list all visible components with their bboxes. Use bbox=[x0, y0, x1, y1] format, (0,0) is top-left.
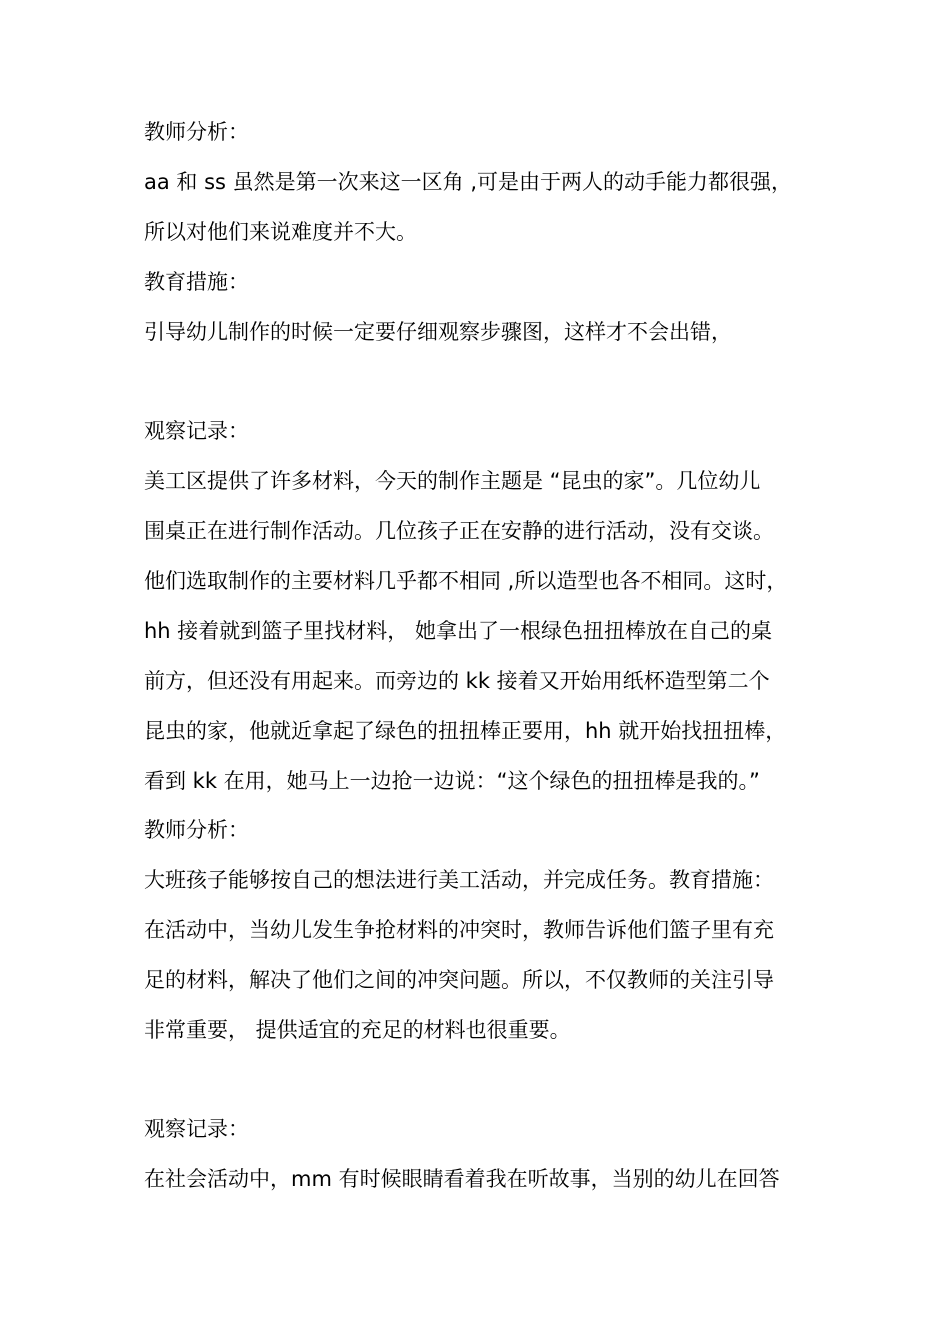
paragraph-line: 美工区提供了许多材料，今天的制作主题是 “昆虫的家”。几位幼儿 bbox=[144, 469, 761, 493]
observation-record-heading: 观察记录： bbox=[144, 419, 249, 443]
paragraph-line: 前方，但还没有用起来。而旁边的 kk 接着又开始用纸杯造型第二个 bbox=[144, 669, 770, 693]
paragraph-line: 引导幼儿制作的时候一定要仔细观察步骤图，这样才不会出错， bbox=[144, 320, 732, 344]
teacher-analysis-heading: 教师分析： bbox=[144, 818, 249, 842]
paragraph-line: 在活动中，当幼儿发生争抢材料的冲突时，教师告诉他们篮子里有充 bbox=[144, 918, 774, 942]
paragraph-line: 非常重要， 提供适宜的充足的材料也很重要。 bbox=[144, 1018, 571, 1042]
paragraph-line: 大班孩子能够按自己的想法进行美工活动，并完成任务。教育措施： bbox=[144, 868, 774, 892]
paragraph-line: 看到 kk 在用，她马上一边抢一边说：“这个绿色的扭扭棒是我的。” bbox=[144, 769, 760, 793]
teacher-analysis-heading: 教师分析： bbox=[144, 120, 249, 144]
paragraph-line: 所以对他们来说难度并不大。 bbox=[144, 220, 417, 244]
paragraph-line: 他们选取制作的主要材料几乎都不相同 ,所以造型也各不相同。这时， bbox=[144, 569, 788, 593]
paragraph-line: 围桌正在进行制作活动。几位孩子正在安静的进行活动，没有交谈。 bbox=[144, 519, 774, 543]
paragraph-line: 在社会活动中，mm 有时候眼睛看着我在听故事，当别的幼儿在回答 bbox=[144, 1167, 780, 1191]
observation-record-heading: 观察记录： bbox=[144, 1117, 249, 1141]
paragraph-line: 足的材料，解决了他们之间的冲突问题。所以，不仅教师的关注引导 bbox=[144, 968, 774, 992]
paragraph-line: aa 和 ss 虽然是第一次来这一区角 ,可是由于两人的动手能力都很强， bbox=[144, 170, 792, 194]
paragraph-line: hh 接着就到篮子里找材料， 她拿出了一根绿色扭扭棒放在自己的桌 bbox=[144, 619, 772, 643]
paragraph-line: 昆虫的家，他就近拿起了绿色的扭扭棒正要用，hh 就开始找扭扭棒， bbox=[144, 719, 787, 743]
education-measures-heading: 教育措施： bbox=[144, 270, 249, 294]
